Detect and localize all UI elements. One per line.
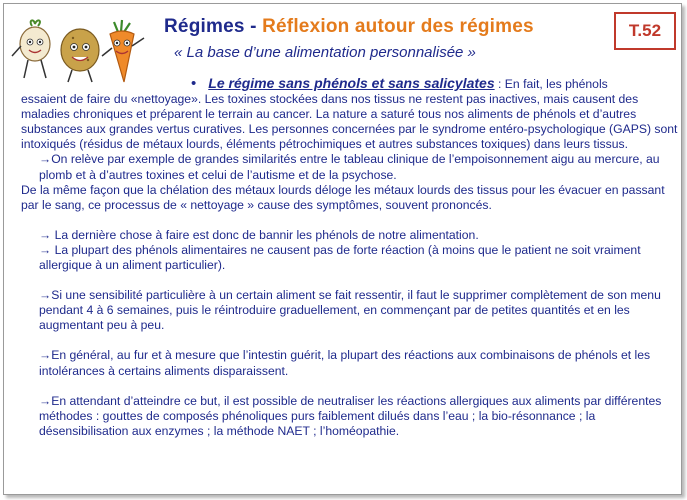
potato-character-icon (61, 29, 99, 82)
paragraph-1: →On relève par exemple de grandes similarités entre le tableau clinique de l’empoisonnement aigu au mercure, au plomb et à d’autres toxines et celui de l’autisme et de la psychose. (39, 152, 660, 182)
paragraph-6: →En général, au fur et à mesure que l’intestin guérit, la plupart des réactions aux combinaisons de phénols et les intolérances à certains aliments disparaissent. (39, 348, 651, 378)
section-heading: Le régime sans phénols et sans salicylates (208, 75, 495, 91)
title-subtopic: Réflexion autour des régimes (262, 16, 534, 37)
intro-lead (21, 76, 681, 92)
paragraph-3: → La dernière chose à faire est donc de bannir les phénols de notre alimentation. (39, 227, 479, 242)
intro-paragraph: essaient de faire du «nettoyage». Les toxines stockées dans nos tissus ne restent pas inactives, mais causent des maladies chroniques et préparent le terrain au cancer. La nature a saturé tous nos aliments de phénols et d’autres substances aux grandes vertus curatives. Les personnes concernées par le syndrome entéro-psychologique (GAPS) sont intoxiqués (résidus de métaux lourds, éléments pétrochimiques et autres substances toxiques) dans leurs tissus. (21, 92, 678, 152)
paragraph-7: →En attendant d’atteindre ce but, il est possible de neutraliser les réactions allergiques aux aliments par différentes méthodes : gouttes de composés phénoliques purs faiblement dilués dans l’eau ; la bio-résonnance ; la désensibilisation aux enzymes ; la méthode NAET ; l’homéopathie. (39, 393, 662, 438)
page-subtitle: « La base d’une alimentation personnalisée » (174, 44, 476, 61)
paragraph-2: De la même façon que la chélation des métaux lourds déloge les métaux lourds des tissus pour les évacuer en passant par le sang, ce processus de « nettoyage » cause des symptômes, souvent prononcés. (21, 182, 665, 212)
paragraph-5: →Si une sensibilité particulière à un certain aliment se fait ressentir, il faut le supprimer complètement de son menu pendant 4 à 6 semaines, puis le réintroduire graduellement, en commençant par de petites quantités et en les augmentant peu à peu. (39, 288, 661, 333)
article-body (21, 76, 681, 439)
title-main: Régimes (164, 16, 245, 37)
bullet-icon: • (191, 75, 197, 92)
onion-character-icon (12, 20, 50, 78)
page-title (164, 16, 534, 38)
title-separator: - (244, 16, 263, 37)
paragraph-4: → La plupart des phénols alimentaires ne causent pas de forte réaction (à moins que le patient ne soit vraiment allergique à un aliment particulier). (39, 242, 641, 273)
intro-lead-text: : En fait, les phénols (494, 77, 608, 91)
carrot-character-icon (102, 20, 144, 82)
sheet-number-badge: T.52 (614, 12, 676, 50)
page-frame (3, 3, 682, 495)
